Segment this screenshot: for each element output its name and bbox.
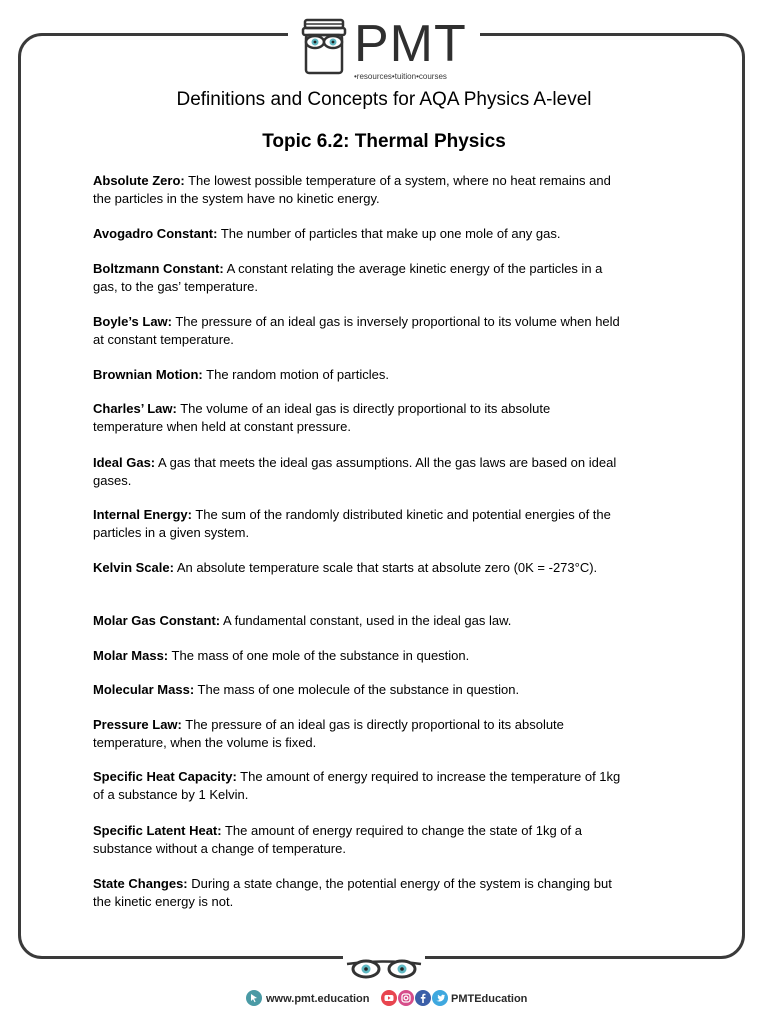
definition-item <box>93 768 623 804</box>
definition-item <box>93 681 623 699</box>
twitter-icon[interactable] <box>432 990 448 1006</box>
definition-item <box>93 260 623 296</box>
glasses-divider <box>343 955 425 981</box>
definition-item <box>93 400 623 436</box>
definition-text: The amount of energy required to increase the temperature of 1kg of a substance by 1 Kelvin. <box>93 769 621 802</box>
social-handle[interactable]: PMTEducation <box>451 993 528 1005</box>
definition-term: Pressure Law: <box>93 717 182 732</box>
definition-item <box>93 647 623 665</box>
definition-text: The volume of an ideal gas is directly proportional to its absolute temperature when held at constant pressure. <box>93 401 551 434</box>
definition-term: Avogadro Constant: <box>93 226 218 241</box>
definition-term: Brownian Motion: <box>93 367 203 382</box>
definition-item <box>93 875 623 911</box>
definition-item <box>93 822 623 858</box>
website-link[interactable]: www.pmt.education <box>266 993 370 1005</box>
definition-term: Charles’ Law: <box>93 401 177 416</box>
definition-text: The amount of energy required to change the state of 1kg of a substance without a change of temperature. <box>93 823 582 856</box>
definition-term: Molecular Mass: <box>93 682 195 697</box>
definition-term: State Changes: <box>93 876 188 891</box>
definition-term: Specific Heat Capacity: <box>93 769 237 784</box>
definition-term: Boltzmann Constant: <box>93 261 224 276</box>
definition-item <box>93 454 623 490</box>
definition-term: Internal Energy: <box>93 507 192 522</box>
definition-text: The number of particles that make up one mole of any gas. <box>217 226 561 241</box>
definition-term: Kelvin Scale: <box>93 560 174 575</box>
definition-text: The mass of one molecule of the substance in question. <box>194 682 520 697</box>
youtube-icon[interactable] <box>381 990 397 1006</box>
pmt-logo <box>288 14 480 80</box>
definition-text: A gas that meets the ideal gas assumptions. All the gas laws are based on ideal gases. <box>93 455 617 488</box>
definition-item <box>93 506 623 542</box>
definition-item <box>93 225 623 243</box>
definition-item <box>93 559 623 577</box>
instagram-icon[interactable] <box>398 990 414 1006</box>
books-glasses-icon <box>300 18 350 76</box>
definition-text: An absolute temperature scale that starts at absolute zero (0K = -273°C). <box>173 560 598 575</box>
facebook-icon[interactable] <box>415 990 431 1006</box>
definition-term: Boyle’s Law: <box>93 314 172 329</box>
glasses-icon <box>343 955 425 981</box>
topic-heading: Topic 6.2: Thermal Physics <box>262 131 506 152</box>
definition-text: A fundamental constant, used in the ideal gas law. <box>220 613 512 628</box>
definition-text: A constant relating the average kinetic energy of the particles in a gas, to the gas’ temperature. <box>93 261 603 294</box>
definition-term: Molar Mass: <box>93 648 169 663</box>
definition-text: The pressure of an ideal gas is inversely proportional to its volume when held at constant temperature. <box>93 314 620 347</box>
brand-tagline: •resources•tuition•courses <box>354 72 447 81</box>
definition-item <box>93 313 623 349</box>
definition-text: The random motion of particles. <box>202 367 389 382</box>
definition-term: Specific Latent Heat: <box>93 823 222 838</box>
definition-term: Absolute Zero: <box>93 173 185 188</box>
definition-text: The pressure of an ideal gas is directly proportional to its absolute temperature, when the volume is fixed. <box>93 717 564 750</box>
footer <box>0 990 768 1010</box>
brand-name: PMT <box>354 15 467 73</box>
cursor-icon <box>246 990 262 1006</box>
document-title: Definitions and Concepts for AQA Physics A-level <box>176 89 592 110</box>
definition-text: During a state change, the potential energy of the system is changing but the kinetic energy is not. <box>93 876 612 909</box>
definition-text: The sum of the randomly distributed kinetic and potential energies of the particles in a given system. <box>93 507 611 540</box>
definition-item <box>93 366 623 384</box>
definition-text: The mass of one mole of the substance in question. <box>168 648 470 663</box>
definition-item <box>93 172 623 208</box>
definition-item <box>93 716 623 752</box>
definition-text: The lowest possible temperature of a system, where no heat remains and the particles in the system have no kinetic energy. <box>93 173 611 206</box>
definition-item <box>93 612 623 630</box>
definition-term: Ideal Gas: <box>93 455 156 470</box>
definition-term: Molar Gas Constant: <box>93 613 221 628</box>
